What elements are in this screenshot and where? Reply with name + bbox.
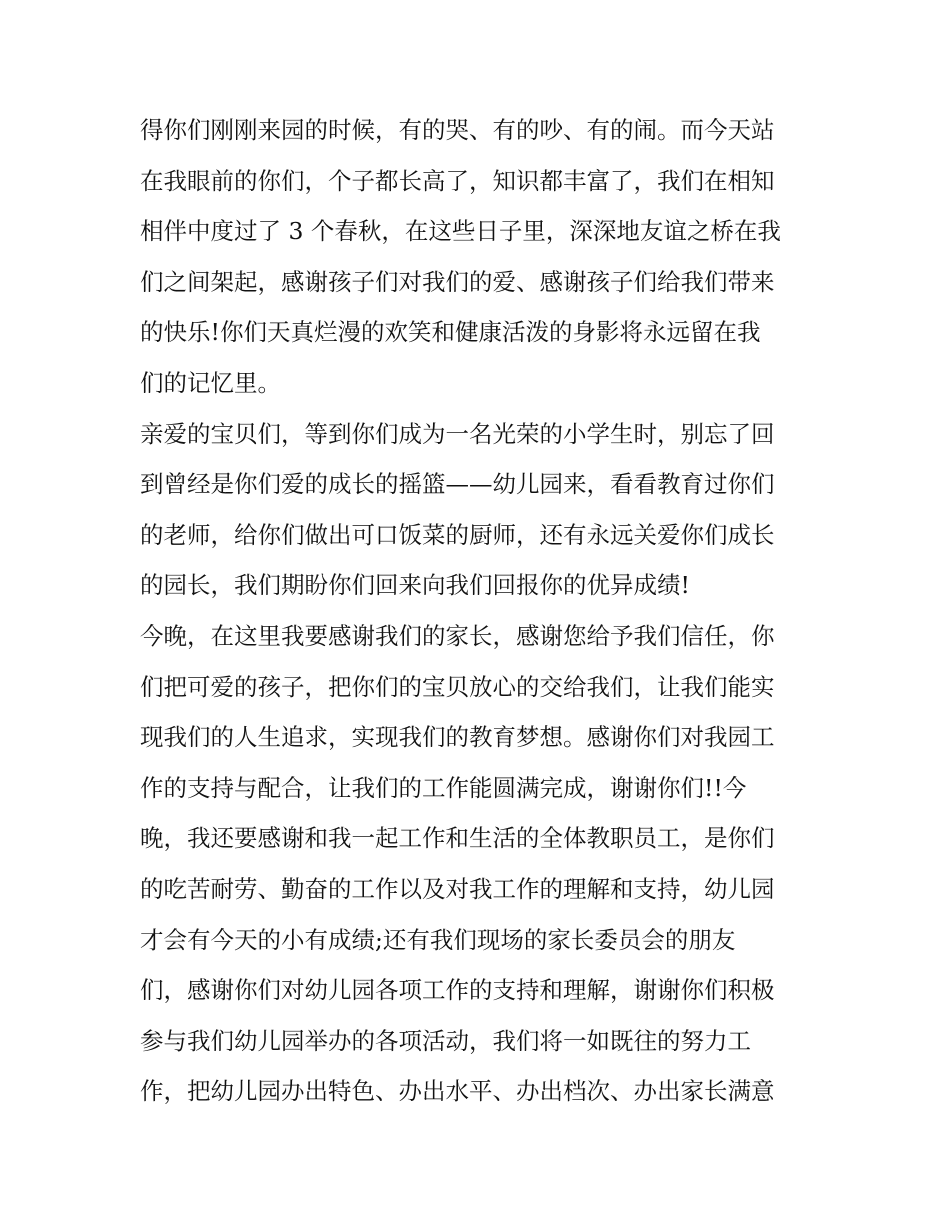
- text-line-17: 才会有今天的小有成绩;还有我们现场的家长委员会的朋友: [140, 925, 736, 954]
- text-line-10: 的园长，我们期盼你们回来向我们回报你的优异成绩!: [140, 571, 690, 600]
- text-line-18: 们，感谢你们对幼儿园各项工作的支持和理解，谢谢你们积极: [140, 976, 775, 1005]
- text-line-16: 的吃苦耐劳、勤奋的工作以及对我工作的理解和支持，幼儿园: [140, 874, 775, 903]
- text-line-15: 晚，我还要感谢和我一起工作和生活的全体教职员工，是你们: [140, 824, 775, 853]
- text-line-6: 们的记忆里。: [140, 368, 281, 397]
- text-line-3: 相伴中度过了 3 个春秋，在这些日子里，深深地友谊之桥在我: [140, 217, 781, 246]
- text-line-5: 的快乐!你们天真烂漫的欢笑和健康活泼的身影将永远留在我: [140, 318, 761, 347]
- body-text: [140, 105, 820, 1117]
- text-line-9: 的老师，给你们做出可口饭菜的厨师，还有永远关爱你们成长: [140, 520, 775, 549]
- text-line-13: 现我们的人生追求，实现我们的教育梦想。感谢你们对我园工: [140, 723, 775, 752]
- text-line-2: 在我眼前的你们，个子都长高了，知识都丰富了，我们在相知: [140, 166, 775, 195]
- text-line-19: 参与我们幼儿园举办的各项活动，我们将一如既往的努力工: [140, 1026, 751, 1055]
- text-line-7: 亲爱的宝贝们，等到你们成为一名光荣的小学生时，别忘了回: [140, 419, 775, 448]
- text-line-8: 到曾经是你们爱的成长的摇篮——幼儿园来，看看教育过你们: [140, 470, 775, 499]
- text-line-14: 作的支持与配合，让我们的工作能圆满完成，谢谢你们!!今: [140, 773, 747, 802]
- text-line-1: 得你们刚刚来园的时候，有的哭、有的吵、有的闹。而今天站: [140, 116, 775, 144]
- text-line-12: 们把可爱的孩子，把你们的宝贝放心的交给我们，让我们能实: [140, 672, 775, 701]
- text-line-4: 们之间架起，感谢孩子们对我们的爱、感谢孩子们给我们带来: [140, 267, 775, 296]
- text-line-11: 今晚，在这里我要感谢我们的家长，感谢您给予我们信任，你: [140, 621, 775, 650]
- text-line-20: 作，把幼儿园办出特色、办出水平、办出档次、办出家长满意: [140, 1077, 775, 1106]
